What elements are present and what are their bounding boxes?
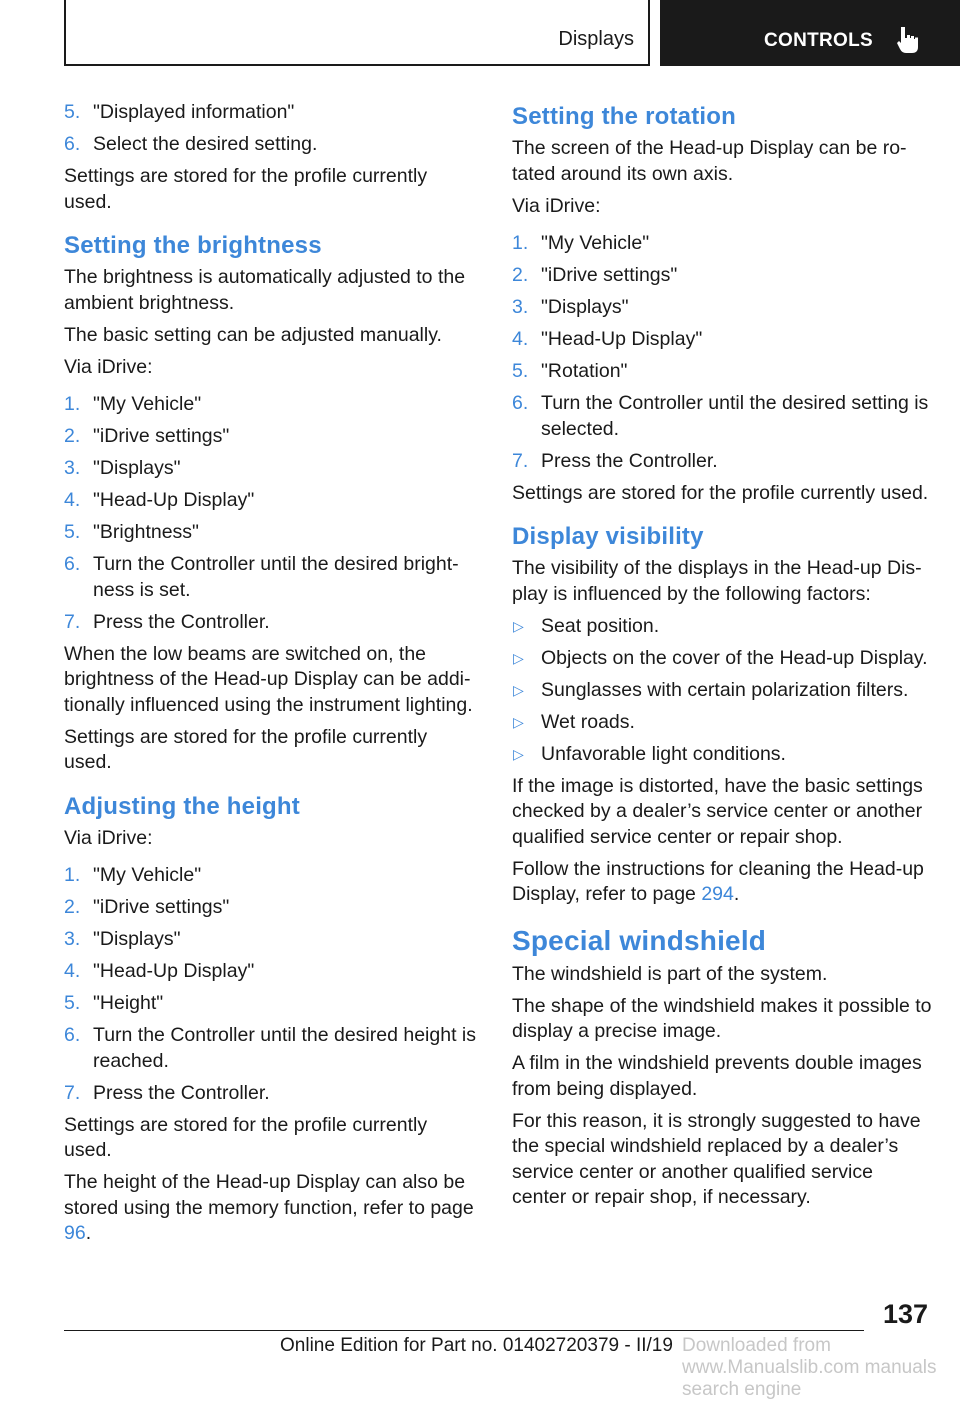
visibility-factors-list	[512, 614, 932, 768]
step-number: 1.	[64, 393, 81, 415]
paragraph: The shape of the windshield makes it possible to display a precise image.	[512, 994, 932, 1042]
step-number: 2.	[64, 425, 81, 447]
step-text: Turn the Controller until the desired bright‐ ness is set.	[93, 553, 459, 601]
paragraph-text: The height of the Head-up Display can also be stored using the memory function, refer to page	[64, 1171, 474, 1219]
paragraph: If the image is distorted, have the basic settings checked by a dealer’s service center or another qualified service center or repair shop.	[512, 774, 923, 848]
step-text: "Brightness"	[93, 521, 199, 543]
rotation-steps-list	[512, 231, 932, 474]
step-number: 5.	[512, 360, 529, 382]
step-text: "Height"	[93, 992, 164, 1014]
step-text: "Displays"	[541, 296, 629, 318]
paragraph: A film in the windshield prevents double images from being displayed.	[512, 1052, 922, 1100]
heading-rotation: Setting the rotation	[512, 103, 736, 130]
list-item	[64, 610, 476, 636]
step-text: "Displays"	[93, 457, 181, 479]
bullet-triangle-icon: ▷	[513, 713, 524, 730]
pointing-hand-icon	[896, 26, 920, 54]
paragraph: The windshield is part of the system.	[512, 962, 828, 985]
paragraph: The screen of the Head-up Display can be ro‐ tated around its own axis.	[512, 137, 907, 185]
bullet-triangle-icon: ▷	[513, 649, 524, 666]
step-number: 6.	[64, 553, 81, 575]
list-item	[64, 456, 476, 482]
intro-steps-list	[64, 100, 476, 158]
step-text: "Head-Up Display"	[541, 328, 703, 350]
step-number: 6.	[64, 133, 81, 155]
paragraph: Settings are stored for the profile currently used.	[64, 725, 428, 773]
page-reference-link[interactable]: 96	[64, 1222, 86, 1244]
paragraph: The brightness is automatically adjusted to the ambient brightness.	[64, 266, 466, 314]
height-steps-list	[64, 863, 476, 1106]
step-number: 3.	[64, 928, 81, 950]
list-item	[64, 392, 476, 418]
list-item	[512, 263, 932, 289]
step-number: 6.	[64, 1024, 81, 1046]
list-item	[512, 646, 932, 672]
list-item	[64, 1081, 476, 1107]
paragraph: Settings are stored for the profile currently used.	[512, 481, 929, 504]
step-number: 3.	[64, 457, 81, 479]
list-item	[64, 552, 476, 603]
list-item	[512, 359, 932, 385]
header-section-box	[64, 0, 650, 66]
paragraph-text: Follow the instructions for cleaning the Head-up Display, refer to page	[512, 857, 924, 905]
step-number: 1.	[64, 864, 81, 886]
paragraph: Settings are stored for the profile currently used.	[64, 1113, 428, 1161]
step-number: 5.	[64, 992, 81, 1014]
page-reference-link[interactable]: 294	[701, 883, 734, 905]
header-chapter-box	[660, 0, 960, 66]
paragraph-with-reference	[64, 1170, 476, 1247]
right-column	[512, 100, 932, 1217]
list-item	[512, 231, 932, 257]
step-number: 2.	[512, 264, 529, 286]
step-number: 1.	[512, 232, 529, 254]
step-number: 7.	[64, 610, 81, 633]
bullet-triangle-icon: ▷	[513, 745, 524, 762]
footer-watermark: Downloaded from www.Manualslib.com manuals search engine	[682, 1335, 937, 1400]
bullet-text: Seat position.	[541, 614, 660, 637]
step-text: Select the desired setting.	[93, 133, 318, 155]
paragraph: When the low beams are switched on, the brightness of the Head-up Display can be addi‐ tionally influenced using the instrument lighting.	[64, 642, 473, 716]
bullet-text: Wet roads.	[541, 710, 635, 733]
step-text: Turn the Controller until the desired height is reached.	[93, 1024, 476, 1072]
step-text: "My Vehicle"	[541, 232, 650, 254]
step-number: 4.	[64, 489, 81, 511]
header-section-title: Displays	[558, 28, 634, 50]
list-item	[64, 991, 476, 1017]
bullet-text: Sunglasses with certain polarization filters.	[541, 678, 909, 701]
list-item	[64, 424, 476, 450]
paragraph-end: .	[85, 1222, 92, 1244]
page-header	[64, 0, 960, 66]
left-column	[64, 100, 476, 1253]
paragraph-with-reference	[512, 857, 932, 908]
step-number: 7.	[512, 449, 529, 472]
step-text: "Displayed information"	[93, 101, 295, 123]
step-text: "iDrive settings"	[93, 425, 230, 447]
footer-edition: Online Edition for Part no. 01402720379 - II/19	[280, 1335, 673, 1356]
step-text: "iDrive settings"	[541, 264, 678, 286]
bullet-text: Unfavorable light conditions.	[541, 742, 786, 765]
step-text: Press the Controller.	[93, 1081, 270, 1104]
list-item	[64, 927, 476, 953]
list-item	[64, 100, 476, 126]
list-item	[512, 710, 932, 736]
list-item	[512, 295, 932, 321]
list-item	[64, 1023, 476, 1074]
paragraph-end: .	[733, 883, 740, 905]
step-text: Press the Controller.	[93, 610, 270, 633]
list-item	[64, 895, 476, 921]
heading-visibility: Display visibility	[512, 523, 704, 550]
step-text: "My Vehicle"	[93, 393, 202, 415]
list-item	[512, 391, 932, 442]
bullet-triangle-icon: ▷	[513, 617, 524, 634]
step-text: "iDrive settings"	[93, 896, 230, 918]
list-item	[512, 614, 932, 640]
step-text: "Rotation"	[541, 360, 628, 382]
list-item	[64, 863, 476, 889]
step-number: 4.	[64, 960, 81, 982]
bullet-text: Objects on the cover of the Head-up Display.	[541, 646, 928, 669]
step-number: 5.	[64, 521, 81, 543]
heading-brightness: Setting the brightness	[64, 232, 322, 259]
step-number: 2.	[64, 896, 81, 918]
step-text: "Head-Up Display"	[93, 960, 255, 982]
list-item	[64, 488, 476, 514]
header-chapter-title: CONTROLS	[764, 30, 874, 51]
step-number: 7.	[64, 1081, 81, 1104]
paragraph: For this reason, it is strongly suggested to have the special windshield replaced by a dealer’s service center or another qualified service center or repair shop, if necessary.	[512, 1109, 921, 1208]
paragraph: The basic setting can be adjusted manually.	[64, 323, 442, 346]
paragraph: The visibility of the displays in the Head-up Dis‐ play is influenced by the following factors:	[512, 557, 922, 605]
step-number: 4.	[512, 328, 529, 350]
via-idrive-label: Via iDrive:	[512, 194, 601, 217]
step-text: Turn the Controller until the desired setting is selected.	[541, 392, 929, 440]
brightness-steps-list	[64, 392, 476, 635]
list-item	[64, 132, 476, 158]
list-item	[64, 520, 476, 546]
footer-divider	[64, 1330, 864, 1331]
heading-height: Adjusting the height	[64, 792, 300, 820]
page-number: 137	[882, 1299, 928, 1329]
list-item	[512, 742, 932, 768]
list-item	[512, 327, 932, 353]
list-item	[512, 449, 932, 475]
via-idrive-label: Via iDrive:	[64, 355, 153, 378]
bullet-triangle-icon: ▷	[513, 681, 524, 698]
step-text: Press the Controller.	[541, 449, 718, 472]
step-number: 6.	[512, 392, 529, 414]
step-number: 3.	[512, 296, 529, 318]
step-text: "Head-Up Display"	[93, 489, 255, 511]
list-item	[64, 959, 476, 985]
step-number: 5.	[64, 101, 81, 123]
via-idrive-label: Via iDrive:	[64, 826, 153, 849]
list-item	[512, 678, 932, 704]
intro-note: Settings are stored for the profile currently used.	[64, 165, 428, 213]
heading-windshield: Special windshield	[512, 924, 767, 956]
step-text: "My Vehicle"	[93, 864, 202, 886]
step-text: "Displays"	[93, 928, 181, 950]
